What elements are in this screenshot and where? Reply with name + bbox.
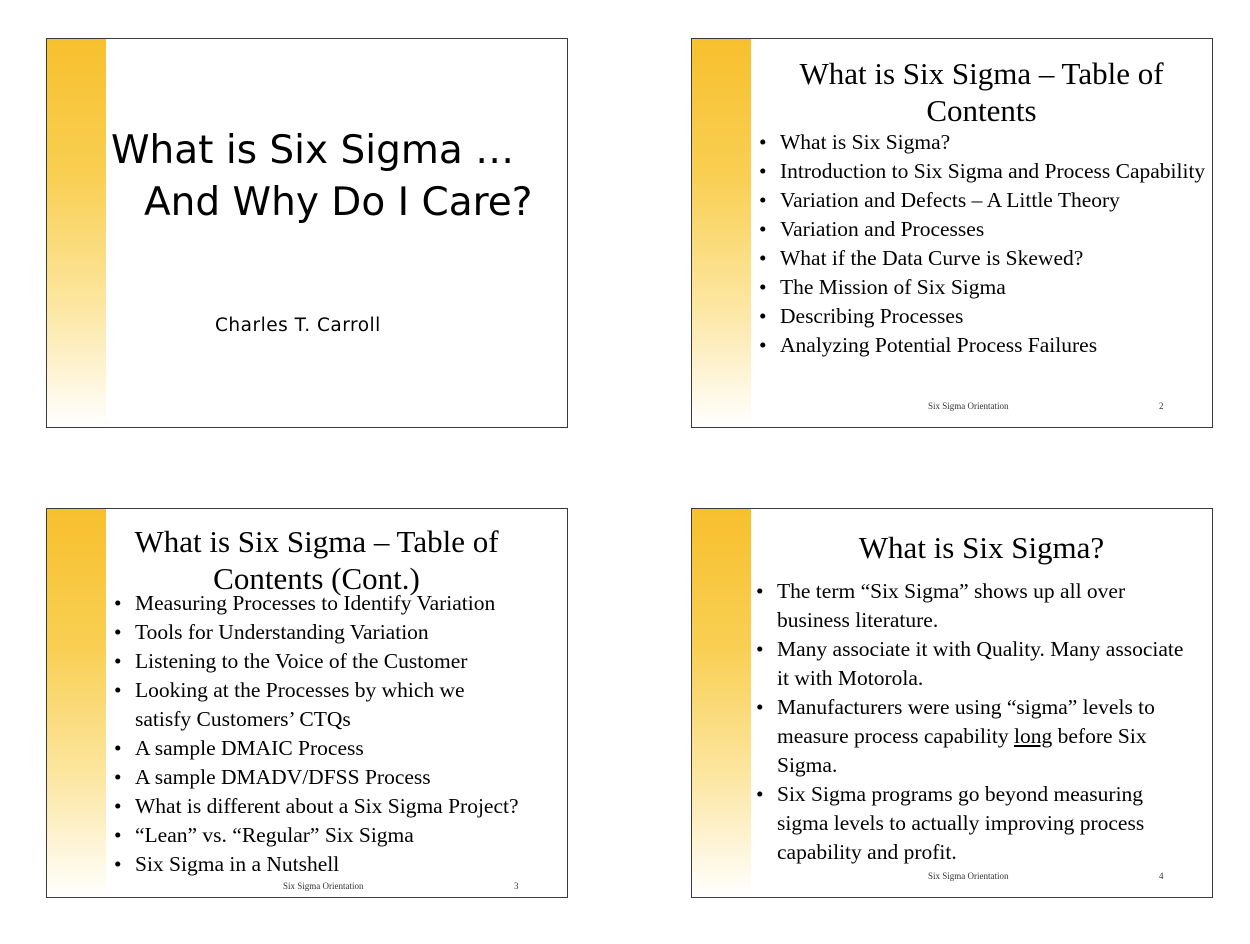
list-item: [753, 693, 1198, 780]
list-item: • Six Sigma in a Nutshell: [111, 850, 561, 879]
list-item: • Describing Processes: [756, 302, 1206, 331]
list-item: • Variation and Defects – A Little Theory: [756, 186, 1206, 215]
underlined-word: long: [1014, 724, 1053, 748]
slide-accent-stripe: [47, 509, 106, 897]
list-item: • Many associate it with Quality. Many associate it with Motorola.: [753, 635, 1198, 693]
slide-footer: Six Sigma Orientation: [928, 871, 1009, 881]
page-number: 4: [1159, 871, 1164, 881]
list-item: • A sample DMAIC Process: [111, 734, 561, 763]
slide-3: [46, 508, 568, 898]
list-item: • A sample DMADV/DFSS Process: [111, 763, 561, 792]
list-item: • Looking at the Processes by which we satisfy Customers’ CTQs: [111, 676, 561, 734]
page-number: 3: [514, 881, 519, 891]
list-item: • “Lean” vs. “Regular” Six Sigma: [111, 821, 561, 850]
list-item: • The term “Six Sigma” shows up all over business literature.: [753, 577, 1198, 635]
slide-accent-stripe: [47, 39, 106, 427]
list-item: • Six Sigma programs go beyond measuring sigma levels to actually improving process capability and profit.: [753, 780, 1198, 867]
list-item: • Tools for Understanding Variation: [111, 618, 561, 647]
slide-accent-stripe: [692, 509, 751, 897]
list-item-text: Manufacturers were using “sigma” levels to measure process capability: [777, 695, 1155, 748]
slide-1: [46, 38, 568, 428]
slide-title: What is Six Sigma – Table of Contents (Cont.): [134, 524, 499, 596]
list-item: • The Mission of Six Sigma: [756, 273, 1206, 302]
bullet-list: [111, 589, 561, 879]
slide-2: [691, 38, 1213, 428]
slide-title: What is Six Sigma – Table of Contents: [799, 56, 1164, 128]
bullet-list: [753, 577, 1198, 867]
page-number: 2: [1159, 401, 1164, 411]
list-item: • Listening to the Voice of the Customer: [111, 647, 561, 676]
slide-footer: Six Sigma Orientation: [928, 401, 1009, 411]
slide-title: What is Six Sigma?: [858, 530, 1105, 565]
slide-accent-stripe: [692, 39, 751, 427]
list-item: • Measuring Processes to Identify Variation: [111, 589, 561, 618]
author-name: Charles T. Carroll: [215, 315, 381, 336]
slide-4: [691, 508, 1213, 898]
slide-title: [111, 125, 551, 229]
list-item: • Variation and Processes: [756, 215, 1206, 244]
list-item: • What if the Data Curve is Skewed?: [756, 244, 1206, 273]
list-item: • Analyzing Potential Process Failures: [756, 331, 1206, 360]
list-item: • Introduction to Six Sigma and Process Capability: [756, 157, 1206, 186]
bullet-list: [756, 128, 1206, 360]
list-item-text: before Six Sigma.: [777, 724, 1147, 777]
list-item: • What is different about a Six Sigma Project?: [111, 792, 561, 821]
title-line-2: And Why Do I Care?: [144, 180, 533, 225]
slide-footer: Six Sigma Orientation: [283, 881, 364, 891]
list-item: • What is Six Sigma?: [756, 128, 1206, 157]
title-line-1: What is Six Sigma …: [111, 128, 515, 173]
